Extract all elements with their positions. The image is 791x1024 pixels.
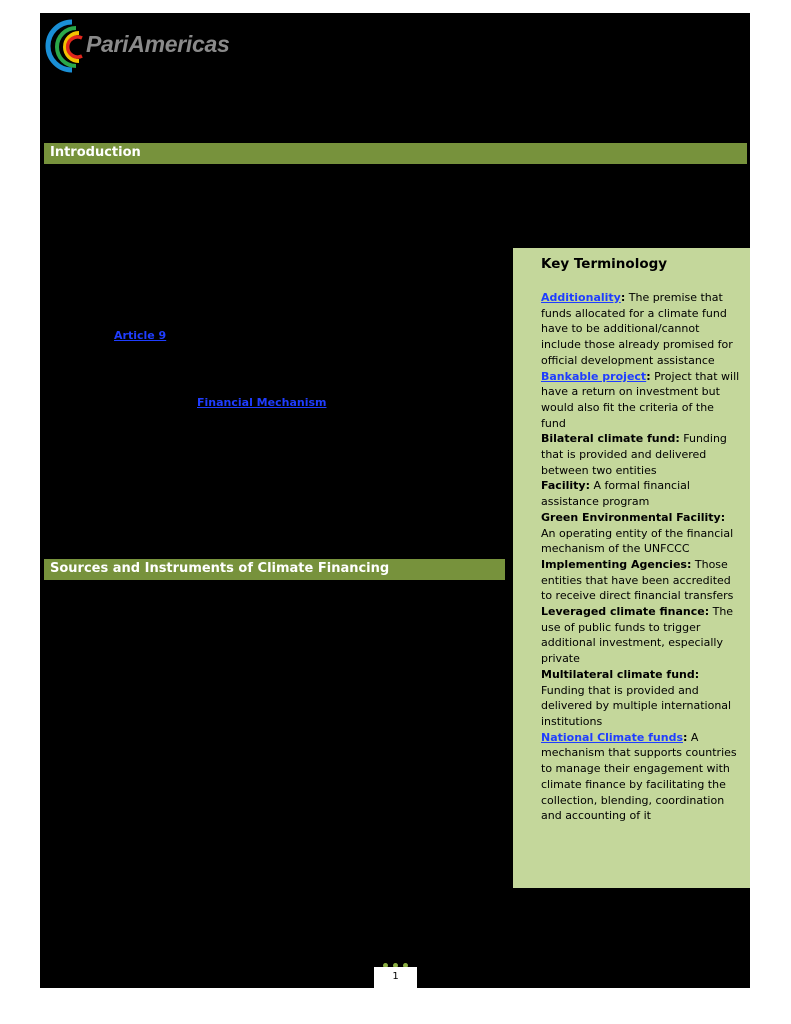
page-number: 1: [374, 967, 417, 988]
term-name: Bilateral climate fund: [541, 432, 676, 446]
term-colon: :: [585, 479, 590, 493]
term-name: Green Environmental Facility: [541, 510, 721, 524]
term-definition: Funding that is provided and delivered by multiple international institutions: [541, 683, 732, 728]
term-name[interactable]: Additionality: [541, 291, 621, 304]
term-definition: A mechanism that supports countries to manage their engagement with climate finance by facilitating the collection, blending, coordination and accounting of it: [541, 730, 737, 823]
term-definition: Those entities that have been accredited to receive direct financial transfers: [541, 557, 734, 603]
term-colon: :: [686, 557, 692, 571]
section-heading-sources: Sources and Instruments of Climate Financing: [44, 559, 505, 580]
terminology-entry: [541, 730, 740, 824]
term-colon: :: [675, 432, 680, 446]
term-definition: The use of public funds to trigger additional investment, especially private: [541, 605, 734, 666]
term-name: Multilateral climate fund: [541, 667, 695, 681]
term-definition: A formal financial assistance program: [541, 479, 690, 509]
terminology-entry: [541, 431, 740, 478]
terminology-entry: [541, 290, 740, 369]
key-terminology-title: Key Terminology: [541, 256, 668, 272]
terminology-entry: [541, 478, 740, 509]
term-colon: :: [694, 667, 700, 681]
terminology-list: [541, 290, 740, 824]
term-name: Facility: [541, 479, 586, 493]
term-colon: :: [704, 605, 710, 619]
section-heading-introduction: Introduction: [44, 143, 747, 164]
term-colon: :: [683, 730, 688, 744]
term-colon: :: [646, 369, 651, 383]
terminology-entry: [541, 557, 740, 604]
terminology-entry: [541, 369, 740, 432]
term-definition: Project that will have a return on investment but would also fit the criteria of the fund: [541, 369, 740, 430]
term-name[interactable]: National Climate funds: [541, 730, 683, 744]
term-name[interactable]: Bankable project: [541, 369, 647, 383]
financial-mechanism-link[interactable]: Financial Mechanism: [197, 396, 327, 409]
term-colon: :: [620, 291, 626, 304]
term-definition: An operating entity of the financial mechanism of the UNFCCC: [541, 526, 734, 556]
term-definition: Funding that is provided and delivered between two entities: [541, 432, 727, 477]
logo-text: PariAmericas: [86, 31, 230, 57]
terminology-entry: [541, 604, 740, 667]
terminology-entry: [541, 667, 740, 730]
terminology-entry: [541, 510, 740, 557]
term-definition: The premise that funds allocated for a climate fund have to be additional/cannot include those already promised for official development assistance: [541, 291, 733, 367]
term-name: Implementing Agencies: [541, 557, 687, 571]
term-name: Leveraged climate finance: [541, 605, 705, 619]
article-9-link[interactable]: Article 9: [114, 329, 167, 342]
key-terminology-box: [513, 248, 750, 888]
term-colon: :: [720, 510, 726, 524]
